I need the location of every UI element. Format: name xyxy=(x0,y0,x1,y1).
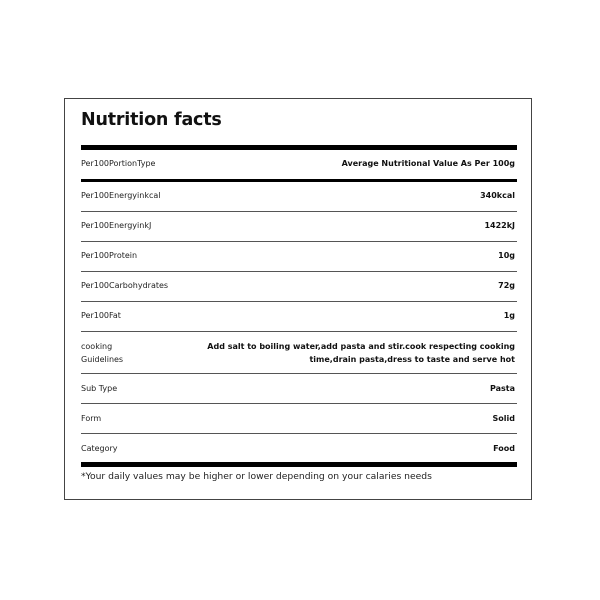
row-label-fat: Per100Fat xyxy=(81,311,121,320)
row-label-portion-type: Per100PortionType xyxy=(81,159,156,168)
bottom-thick-divider xyxy=(81,462,517,467)
row-value-cooking-guidelines: Add salt to boiling water,add pasta and stir.cook respecting cooking time,drain pasta,dress to taste and serve hot xyxy=(207,342,515,364)
row-label-protein: Per100Protein xyxy=(81,251,138,260)
row-divider xyxy=(81,241,517,242)
row-value-protein: 10g xyxy=(498,251,515,260)
row-label-category: Category xyxy=(81,444,118,453)
row-value-energy-kj: 1422kJ xyxy=(484,221,515,230)
row-value-carbohydrates: 72g xyxy=(498,281,515,290)
row-value-form: Solid xyxy=(492,414,515,423)
row-label-form: Form xyxy=(81,414,102,423)
row-divider xyxy=(81,271,517,272)
row-divider xyxy=(81,331,517,332)
row-divider xyxy=(81,403,517,404)
top-thick-divider xyxy=(81,145,517,150)
nutrition-facts-panel xyxy=(64,98,532,500)
row-divider xyxy=(81,433,517,434)
daily-values-footnote: *Your daily values may be higher or lower depending on your calaries needs xyxy=(81,471,432,482)
row-value-energy-kcal: 340kcal xyxy=(480,191,515,200)
row-value-fat: 1g xyxy=(503,311,515,320)
row-value-sub-type: Pasta xyxy=(489,384,515,393)
row-label-sub-type: Sub Type xyxy=(81,384,118,393)
row-label-carbohydrates: Per100Carbohydrates xyxy=(81,281,169,290)
row-value-portion-type: Average Nutritional Value As Per 100g xyxy=(341,159,515,168)
row-label-energy-kj: Per100EnergyinkJ xyxy=(81,221,152,230)
nutrition-facts-title: Nutrition facts xyxy=(81,110,222,130)
row-divider xyxy=(81,301,517,302)
row-label-energy-kcal: Per100Energyinkcal xyxy=(81,191,161,200)
row-divider xyxy=(81,211,517,212)
row-label-cooking-guidelines: cooking Guidelines xyxy=(81,342,124,364)
header-divider xyxy=(81,179,517,182)
row-value-category: Food xyxy=(493,444,515,453)
row-divider xyxy=(81,373,517,374)
